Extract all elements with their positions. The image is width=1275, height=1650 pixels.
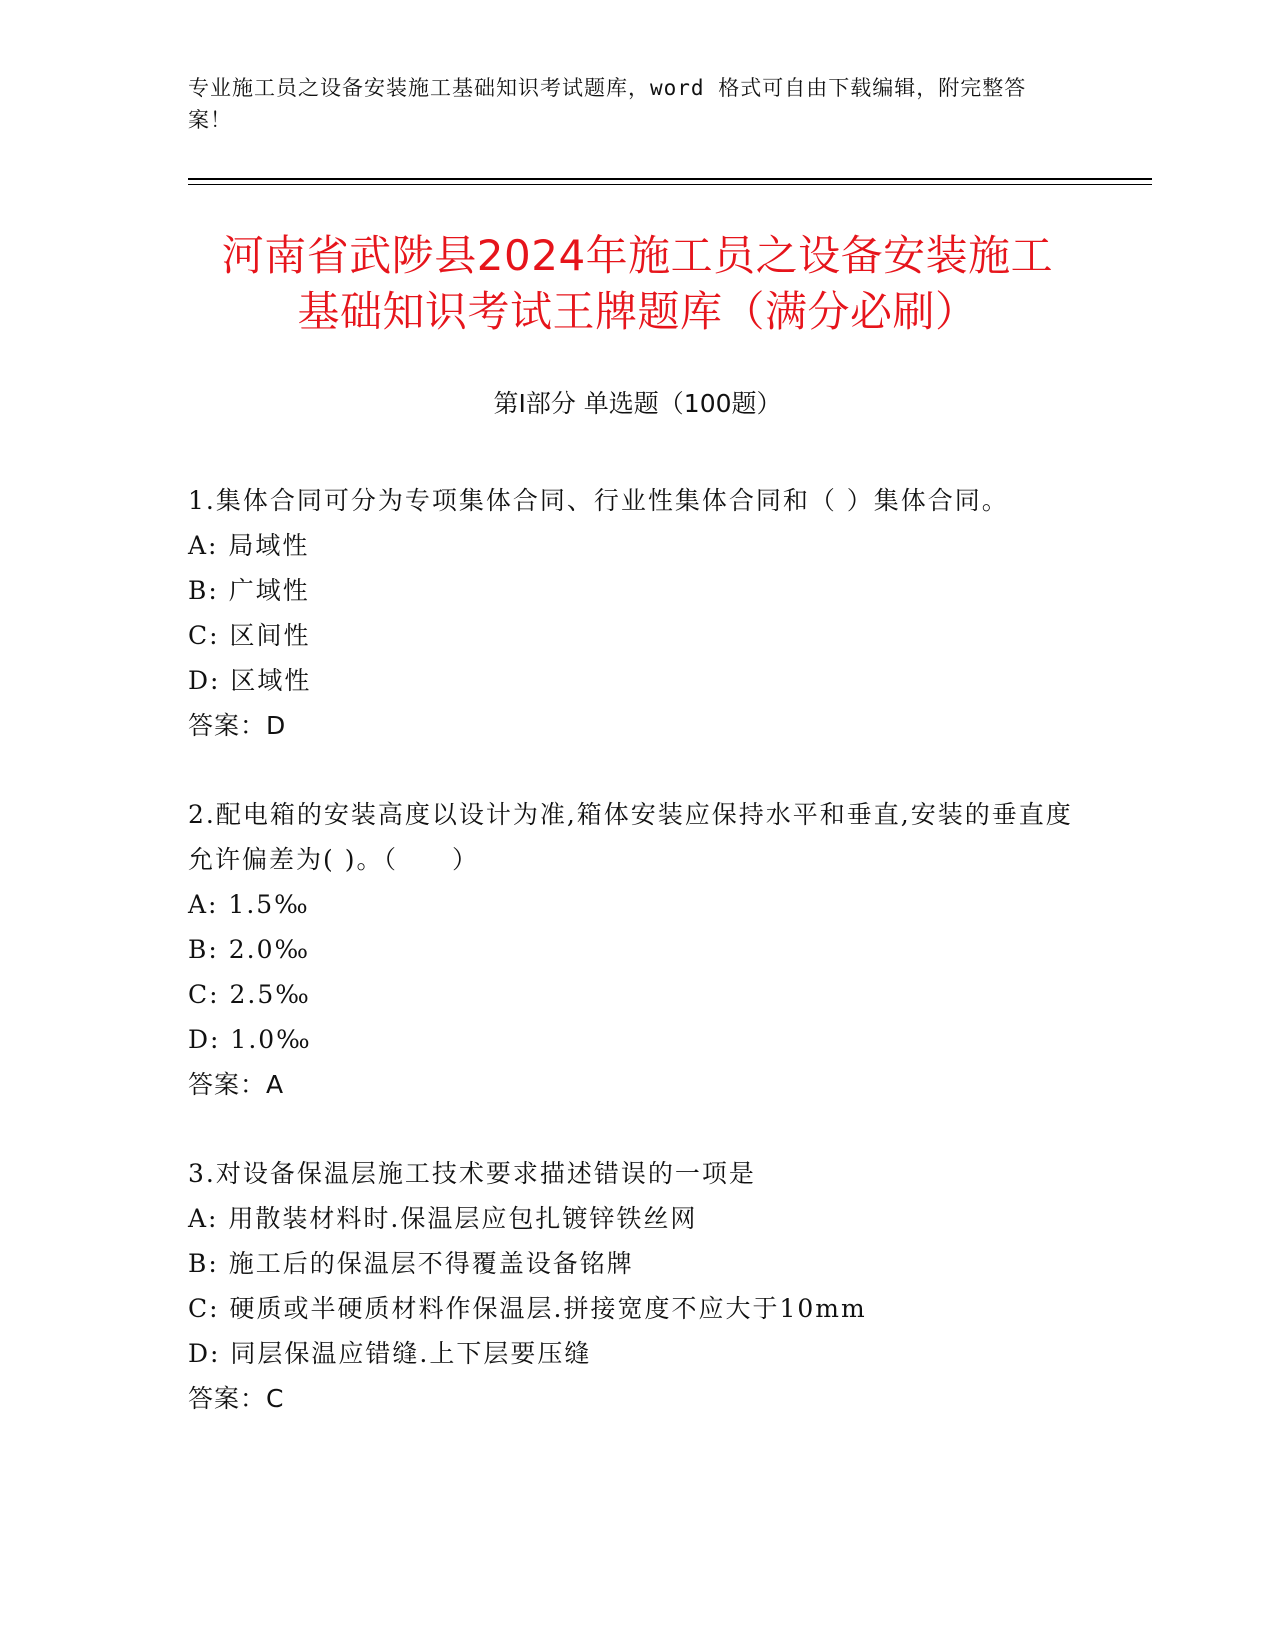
question-list — [188, 478, 1088, 1465]
option-c: C: 2.5‰ — [188, 980, 311, 1009]
option-b: B: 2.0‰ — [188, 935, 311, 964]
option-b: B: 施工后的保温层不得覆盖设备铭牌 — [188, 1249, 634, 1278]
option-a: A: 1.5‰ — [188, 890, 310, 919]
header-rule-thick — [188, 178, 1152, 180]
title-line-1: 河南省武陟县2024年施工员之设备安装施工 — [221, 231, 1054, 280]
question-stem: 1.集体合同可分为专项集体合同、行业性集体合同和（ ）集体合同。 — [188, 486, 1009, 515]
option-c: C: 硬质或半硬质材料作保温层.拼接宽度不应大于10mm — [188, 1294, 867, 1323]
option-a: A: 用散装材料时.保温层应包扎镀锌铁丝网 — [188, 1204, 698, 1233]
title-line-2: 基础知识考试王牌题库（满分必刷） — [297, 287, 978, 336]
question-stem: 3.对设备保温层施工技术要求描述错误的一项是 — [188, 1159, 756, 1188]
option-b: B: 广域性 — [188, 576, 310, 605]
question-1 — [188, 478, 1088, 748]
option-d: D: 同层保温应错缝.上下层要压缝 — [188, 1339, 592, 1368]
answer: 答案：C — [188, 1384, 285, 1413]
question-stem: 2.配电箱的安装高度以设计为准,箱体安装应保持水平和垂直,安装的垂直度允许偏差为( )。（ ） — [188, 800, 1073, 874]
question-2 — [188, 792, 1088, 1107]
answer: 答案：D — [188, 711, 287, 740]
question-3 — [188, 1151, 1088, 1421]
option-a: A: 局域性 — [188, 531, 310, 560]
answer: 答案：A — [188, 1070, 285, 1099]
document-title — [150, 228, 1125, 340]
header-rule-thin — [188, 184, 1152, 185]
option-d: D: 区域性 — [188, 666, 312, 695]
option-d: D: 1.0‰ — [188, 1025, 312, 1054]
header-note: 专业施工员之设备安装施工基础知识考试题库，word 格式可自由下载编辑，附完整答案！ — [188, 76, 1027, 132]
option-c: C: 区间性 — [188, 621, 311, 650]
section-title: 第Ⅰ部分 单选题（100题） — [493, 389, 782, 418]
